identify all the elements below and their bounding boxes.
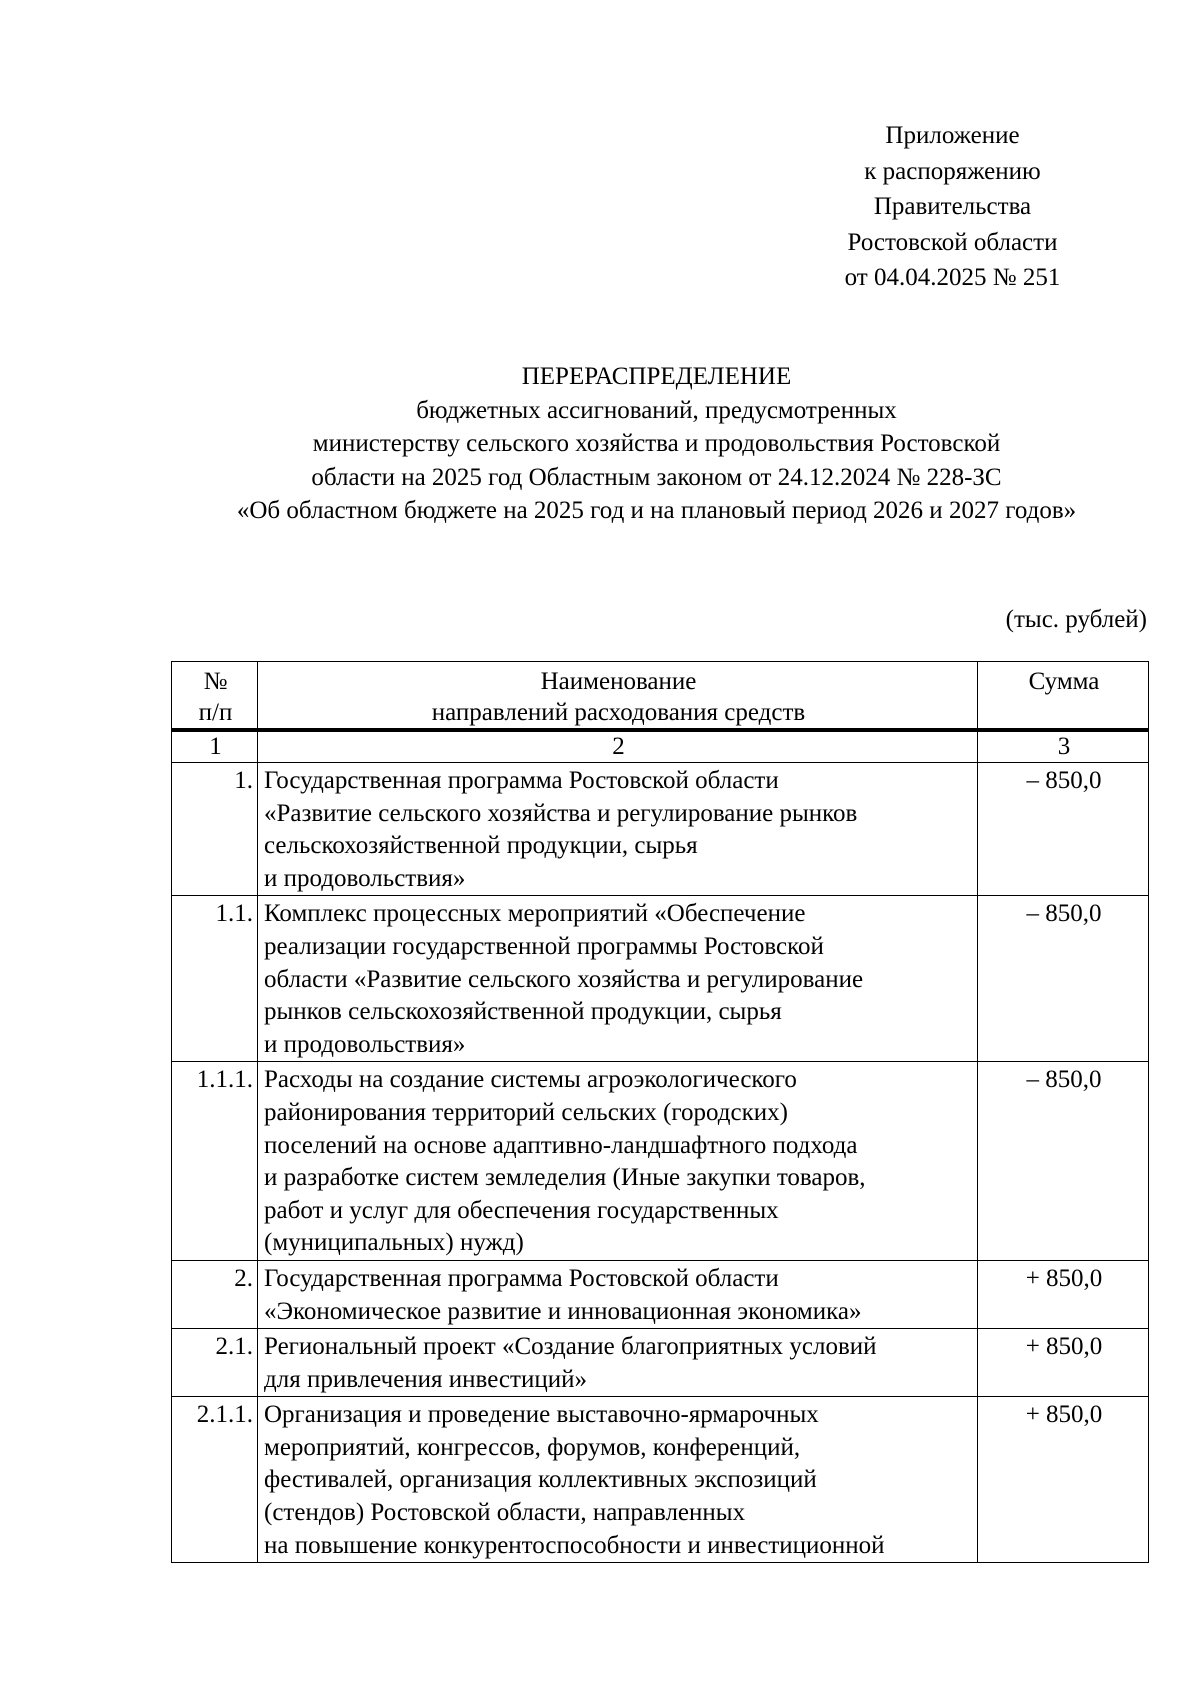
row-name-line: (стендов) Ростовской области, направленных [264,1499,746,1527]
row-sum-cell: – 850,0 [978,1062,1149,1261]
row-number-cell: 1. [172,763,258,896]
header-name-cell [258,662,978,731]
index-cell: 2 [258,730,978,763]
header-name-line1: Наименование [540,668,697,695]
row-sum-cell: + 850,0 [978,1397,1149,1563]
title-line: бюджетных ассигнований, предусмотренных [416,396,897,424]
row-number-cell: 2.1. [172,1329,258,1397]
appendix-line: Правительства [873,193,1032,220]
table-header-row [172,662,1149,731]
table-row [172,763,1149,896]
row-name-line: мероприятий, конгрессов, форумов, конференций, [264,1433,801,1461]
row-number-cell: 2. [172,1260,258,1328]
title-line: «Об областном бюджете на 2025 год и на плановый период 2026 и 2027 годов» [236,497,1077,524]
table-row [172,1260,1149,1328]
title-heading: ПЕРЕРАСПРЕДЕЛЕНИЕ [521,363,792,390]
row-name-line: фестивалей, организация коллективных экспозиций [264,1466,817,1494]
budget-table [171,661,1149,1563]
row-name-line: районирования территорий сельских (городских) [264,1098,788,1126]
row-name-line: области «Развитие сельского хозяйства и регулирование [264,965,864,993]
table-row [172,1397,1149,1563]
table-index-row [172,730,1149,763]
units-label: (тыс. рублей) [1005,606,1147,633]
title-line: области на 2025 год Областным законом от 24.12.2024 № 228-ЗС [311,463,1002,491]
row-name-line: сельскохозяйственной продукции, сырья [264,832,698,860]
row-name-line: и разработке систем земледелия (Иные закупки товаров, [264,1164,866,1192]
row-name-cell [258,1062,978,1261]
row-name-line: реализации государственной программы Ростовской [264,932,824,960]
table-row [172,896,1149,1062]
row-name-line: рынков сельскохозяйственной продукции, сырья [264,998,782,1026]
row-name-line: (муниципальных) нужд) [264,1229,524,1257]
row-name-line: для привлечения инвестиций» [264,1365,587,1393]
row-sum-cell: – 850,0 [978,896,1149,1062]
document-title [130,360,1183,528]
header-num-line1: № [203,668,228,695]
row-name-line: на повышение конкурентоспособности и инвестиционной [264,1531,885,1559]
title-line: министерству сельского хозяйства и продовольствия Ростовской [312,430,1001,457]
row-name-cell [258,896,978,1062]
row-name-line: Комплекс процессных мероприятий «Обеспечение [264,900,806,928]
row-name-line: Организация и проведение выставочно-ярмарочных [264,1401,819,1429]
appendix-line: от 04.04.2025 № 251 [844,264,1061,291]
row-name-line: «Экономическое развитие и инновационная экономика» [264,1297,862,1325]
row-sum-cell: – 850,0 [978,763,1149,896]
row-name-line: поселений на основе адаптивно-ландшафтного подхода [264,1131,858,1159]
row-sum-cell: + 850,0 [978,1329,1149,1397]
appendix-line: к распоряжению [864,157,1041,185]
row-name-line: работ и услуг для обеспечения государственных [264,1196,779,1224]
row-number-cell: 2.1.1. [172,1397,258,1563]
row-name-line: и продовольствия» [264,1030,466,1058]
header-sum-cell: Сумма [978,662,1149,731]
row-name-line: Расходы на создание системы агроэкологического [264,1066,797,1094]
row-name-line: Государственная программа Ростовской области [264,1264,779,1292]
row-sum-cell: + 850,0 [978,1260,1149,1328]
row-name-line: Региональный проект «Создание благоприятных условий [264,1333,877,1361]
row-name-cell [258,763,978,896]
appendix-line: Приложение [885,122,1020,149]
row-name-line: Государственная программа Ростовской области [264,767,779,794]
row-name-cell [258,1260,978,1328]
appendix-block [820,118,1085,296]
row-number-cell: 1.1.1. [172,1062,258,1261]
row-name-cell [258,1397,978,1563]
row-name-cell [258,1329,978,1397]
table-row [172,1062,1149,1261]
row-name-line: «Развитие сельского хозяйства и регулирование рынков [264,799,858,827]
header-num-line2: п/п [198,699,233,726]
appendix-line: Ростовской области [847,228,1058,256]
row-number-cell: 1.1. [172,896,258,1062]
header-name-line2: направлений расходования средств [431,699,806,726]
row-name-line: и продовольствия» [264,864,466,892]
header-num-cell [172,662,258,731]
index-cell: 1 [172,730,258,763]
index-cell: 3 [978,730,1149,763]
table-row [172,1329,1149,1397]
